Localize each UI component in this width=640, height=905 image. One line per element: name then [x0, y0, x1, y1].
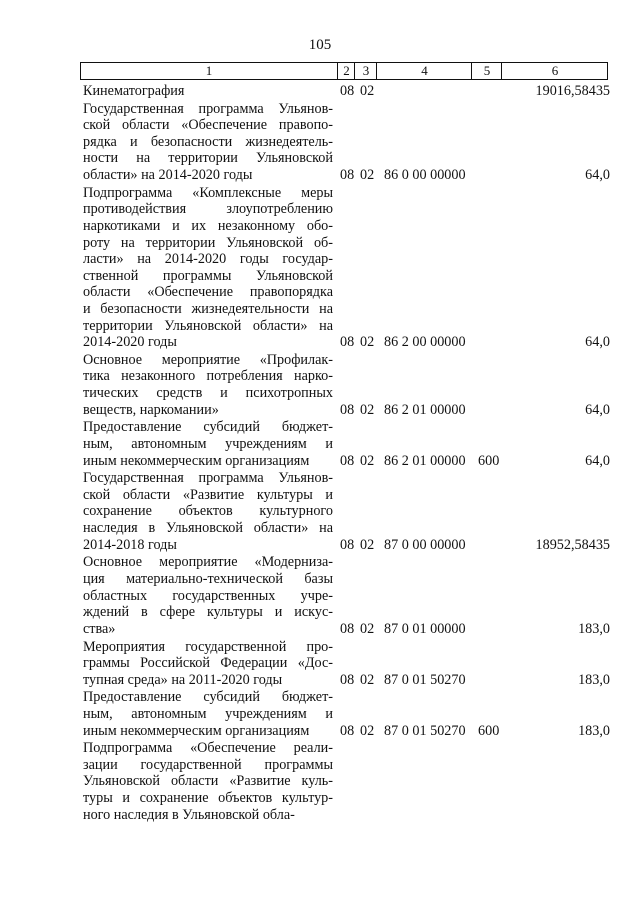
subsection-code: 02 [360, 401, 375, 418]
description-line: ного наследия в Ульяновской обла- [83, 806, 295, 823]
description-line: тических средств и психотропных [83, 385, 333, 402]
amount-value: 183,0 [578, 722, 610, 739]
table-row [0, 419, 640, 469]
table-row [0, 470, 640, 553]
target-article-code: 86 2 00 00000 [384, 334, 466, 351]
subsection-code: 02 [360, 334, 375, 351]
description-line: ция материально-технической базы [83, 570, 333, 587]
description-line: ственной программы Ульяновской [83, 267, 333, 284]
row-description [83, 639, 333, 689]
description-line: ности на территории Ульяновской [83, 150, 333, 167]
description-line: рядка и безопасности жизнедеятель- [83, 133, 333, 150]
description-line: Подпрограмма «Комплексные меры [83, 184, 333, 201]
description-line: сохранение объектов культурного [83, 503, 333, 520]
target-article-code: 87 0 01 50270 [384, 722, 466, 739]
description-line: наркотиками и их незаконному обо- [83, 217, 333, 234]
description-line: противодействия злоупотреблению [83, 201, 333, 218]
table-row [0, 83, 640, 100]
subsection-code: 02 [360, 452, 375, 469]
row-description [83, 740, 333, 823]
target-article-code: 87 0 00 00000 [384, 536, 466, 553]
target-article-code: 86 0 00 00000 [384, 167, 466, 184]
amount-value: 18952,58435 [535, 536, 610, 553]
row-description [83, 554, 333, 637]
row-description [83, 689, 333, 739]
description-line: Государственная программа Ульянов- [83, 100, 333, 117]
description-line: Кинематография [83, 83, 185, 99]
target-article-code: 86 2 01 00000 [384, 452, 466, 469]
description-line: и безопасности жизнедеятельности на [83, 300, 333, 317]
row-description [83, 352, 333, 418]
description-line: ласти» на 2014-2020 годы государ- [83, 251, 333, 268]
page-number: 105 [308, 37, 332, 53]
description-line: наследия в Ульяновской области» на [83, 520, 333, 537]
row-description [83, 83, 333, 100]
description-line: Подпрограмма «Обеспечение реали- [83, 740, 333, 757]
amount-value: 64,0 [585, 334, 610, 351]
description-line: ждений в сфере культуры и искус- [83, 604, 333, 621]
description-line: области «Обеспечение правопорядка [83, 284, 333, 301]
subsection-code: 02 [360, 671, 375, 688]
table-row [0, 689, 640, 739]
row-description [83, 185, 333, 351]
amount-value: 64,0 [585, 452, 610, 469]
description-line: туры и сохранение объектов культур- [83, 790, 333, 807]
section-code: 08 [340, 536, 355, 553]
column-header-2: 2 [337, 63, 355, 79]
column-header-6: 6 [501, 63, 608, 79]
section-code: 08 [340, 401, 355, 418]
description-line: Предоставление субсидий бюджет- [83, 689, 333, 706]
subsection-code: 02 [360, 536, 375, 553]
target-article-code: 87 0 01 50270 [384, 671, 466, 688]
section-code: 08 [340, 722, 355, 739]
description-line: ской области «Развитие культуры и [83, 486, 333, 503]
table-row [0, 639, 640, 689]
subsection-code: 02 [360, 620, 375, 637]
amount-value: 64,0 [585, 401, 610, 418]
column-header-row [80, 62, 608, 80]
target-article-code: 87 0 01 00000 [384, 620, 466, 637]
table-row [0, 101, 640, 184]
expense-type-code: 600 [478, 452, 500, 469]
row-description [83, 419, 333, 469]
description-line: роту на территории Ульяновской об- [83, 234, 333, 251]
section-code: 08 [340, 167, 355, 184]
description-line: Ульяновской области «Развитие куль- [83, 773, 333, 790]
table-row [0, 185, 640, 351]
description-line: тупная среда» на 2011-2020 годы [83, 671, 283, 688]
column-header-4: 4 [376, 63, 472, 79]
description-line: Мероприятия государственной про- [83, 638, 333, 655]
description-line: территории Ульяновской области» на [83, 317, 333, 334]
description-line: зации государственной программы [83, 756, 333, 773]
description-line: областных государственных учре- [83, 587, 333, 604]
table-row [0, 740, 640, 823]
description-line: Основное мероприятие «Профилак- [83, 351, 333, 368]
description-line: ства» [83, 620, 116, 637]
description-line: Основное мероприятие «Модерниза- [83, 554, 333, 571]
target-article-code: 86 2 01 00000 [384, 401, 466, 418]
amount-value: 64,0 [585, 167, 610, 184]
table-row [0, 554, 640, 637]
row-description [83, 470, 333, 553]
section-code: 08 [340, 452, 355, 469]
column-header-3: 3 [354, 63, 377, 79]
description-line: области» на 2014-2020 годы [83, 167, 253, 184]
expense-type-code: 600 [478, 722, 500, 739]
section-code: 08 [340, 620, 355, 637]
subsection-code: 02 [360, 83, 375, 99]
description-line: Предоставление субсидий бюджет- [83, 419, 333, 436]
table-row [0, 352, 640, 418]
description-line: иным некоммерческим организациям [83, 722, 310, 739]
amount-value: 183,0 [578, 620, 610, 637]
description-line: ным, автономным учреждениям и [83, 435, 333, 452]
row-description [83, 101, 333, 184]
subsection-code: 02 [360, 167, 375, 184]
section-code: 08 [340, 671, 355, 688]
description-line: 2014-2020 годы [83, 334, 177, 351]
description-line: ным, автономным учреждениям и [83, 705, 333, 722]
description-line: веществ, наркомании» [83, 401, 219, 418]
column-header-1: 1 [205, 63, 213, 78]
section-code: 08 [340, 83, 355, 99]
description-line: Государственная программа Ульянов- [83, 470, 333, 487]
section-code: 08 [340, 334, 355, 351]
description-line: 2014-2018 годы [83, 536, 177, 553]
description-line: тика незаконного потребления нарко- [83, 368, 333, 385]
description-line: ской области «Обеспечение правопо- [83, 117, 333, 134]
amount-value: 19016,58435 [535, 83, 610, 99]
column-header-5: 5 [471, 63, 502, 79]
description-line: иным некоммерческим организациям [83, 452, 310, 469]
amount-value: 183,0 [578, 671, 610, 688]
subsection-code: 02 [360, 722, 375, 739]
description-line: граммы Российской Федерации «Дос- [83, 655, 333, 672]
